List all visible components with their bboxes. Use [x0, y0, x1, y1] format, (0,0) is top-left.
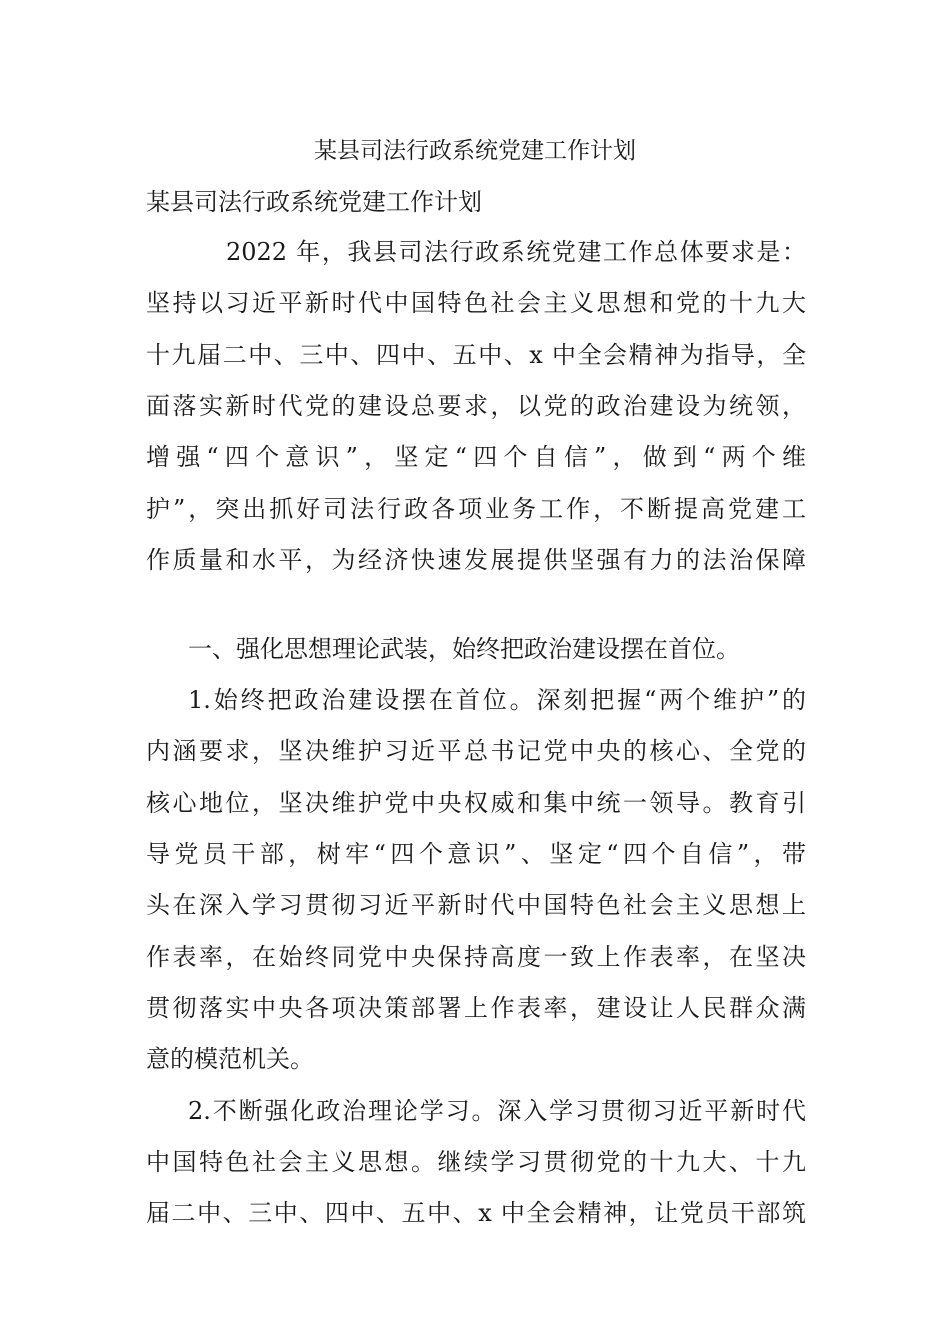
item1-line: 头在深入学习贯彻习近平新时代中国特色社会主义思想上	[146, 891, 806, 919]
item2-line: 届二中、三中、四中、五中、x 中全会精神，让党员干部筑	[146, 1199, 806, 1227]
item1-line: 贯彻落实中央各项决策部署上作表率，建设让人民群众满	[146, 994, 806, 1022]
item1-line: 核心地位，坚决维护党中央权威和集中统一领导。教育引	[146, 789, 806, 817]
item1-line: 1.始终把政治建设摆在首位。深刻把握“两个维护”的	[188, 686, 806, 714]
intro-line: 十九届二中、三中、四中、五中、x 中全会精神为指导，全	[146, 341, 806, 369]
section-heading: 一、强化思想理论武装，始终把政治建设摆在首位。	[188, 635, 740, 663]
intro-line: 2022 年，我县司法行政系统党建工作总体要求是：	[226, 238, 806, 266]
item1-line: 导党员干部，树牢“四个意识”、坚定“四个自信”，带	[146, 840, 806, 868]
item1-line: 意的模范机关。	[146, 1045, 314, 1073]
item1-line: 作表率，在始终同党中央保持高度一致上作表率，在坚决	[146, 943, 806, 971]
intro-line: 护”，突出抓好司法行政各项业务工作，不断提高党建工	[146, 495, 806, 523]
document-title: 某县司法行政系统党建工作计划	[314, 138, 636, 164]
intro-line: 面落实新时代党的建设总要求，以党的政治建设为统领，	[146, 392, 806, 420]
document-subtitle: 某县司法行政系统党建工作计划	[146, 188, 482, 216]
item2-line: 中国特色社会主义思想。继续学习贯彻党的十九大、十九	[146, 1148, 806, 1176]
item1-line: 内涵要求，坚决维护习近平总书记党中央的核心、全党的	[146, 737, 806, 765]
intro-line: 增强“四个意识”，坚定“四个自信”，做到“两个维	[146, 443, 806, 471]
intro-line: 作质量和水平，为经济快速发展提供坚强有力的法治保障	[146, 546, 806, 574]
intro-line: 坚持以习近平新时代中国特色社会主义思想和党的十九大	[146, 289, 806, 317]
item2-line: 2.不断强化政治理论学习。深入学习贯彻习近平新时代	[188, 1097, 806, 1125]
